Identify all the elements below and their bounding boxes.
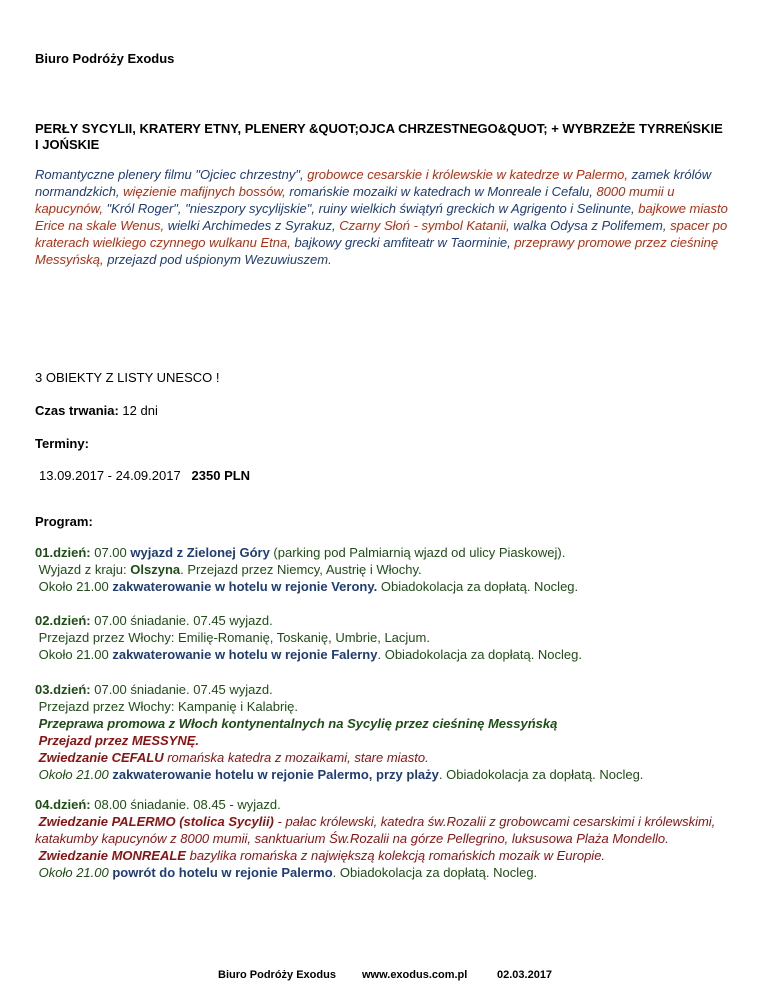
day-1-label: 01.dzień: [35, 545, 91, 560]
intro-fragment: Romantyczne plenery filmu "Ojciec chrzestny", [35, 167, 308, 182]
intro-fragment: ruiny wielkich świątyń greckich w Agrigento i Selinunte, [318, 201, 639, 216]
day-2-label: 02.dzień: [35, 613, 91, 628]
intro-fragment: przeprawy promowe przez cieśninę Messyńską, [35, 235, 719, 267]
day-4-line4-post: . Obiadokolacja za dopłatą. Nocleg. [332, 865, 538, 880]
intro-fragment: przejazd pod uśpionym Wezuwiuszem. [107, 252, 332, 267]
terms-row [39, 468, 250, 483]
intro-fragment: walka Odysa z Polifemem, [513, 218, 671, 233]
day-1-line2-post: . Przejazd przez Niemcy, Austrię i Włochy. [180, 562, 422, 577]
day-4-line1: 08.00 śniadanie. 08.45 - wyjazd. [90, 797, 281, 812]
trip-title: PERŁY SYCYLII, KRATERY ETNY, PLENERY &QUOT;OJCA CHRZESTNEGO&QUOT; + WYBRZEŻE TYRREŃSKIE I JOŃSKIE [35, 121, 723, 152]
day-4-label: 04.dzień: [35, 797, 91, 812]
unesco-note: 3 OBIEKTY Z LISTY UNESCO ! [35, 370, 220, 385]
day-3-line6-pre: Około 21.00 [38, 767, 113, 782]
intro-fragment: grobowce cesarskie i królewskie w katedrze w Palermo, [307, 167, 632, 182]
day-1-line3-pre: Około 21.00 [38, 579, 113, 594]
day-3-cefalu: Zwiedzanie CEFALU [38, 750, 164, 765]
day-1-hotel: zakwaterowanie w hotelu w rejonie Verony. [112, 579, 378, 594]
intro-fragment: wielki Archimedes z Syrakuz, [167, 218, 340, 233]
duration [35, 403, 158, 418]
day-4-monreale: Zwiedzanie MONREALE [38, 848, 186, 863]
intro-fragment: 8000 mumii u kapucynów, [35, 184, 675, 216]
day-1 [35, 544, 735, 595]
footer-date: 02.03.2017 [497, 969, 553, 981]
day-3-cefalu-desc: romańska katedra z mozaikami, stare miasto. [163, 750, 429, 765]
trip-intro [35, 166, 735, 268]
intro-fragment: Czarny Słoń - symbol Katanii, [339, 218, 514, 233]
intro-fragment: więzienie mafijnych bossów, [123, 184, 290, 199]
intro-fragment: zamek królów normandzkich, [35, 167, 712, 199]
day-4-line4-pre: Około 21.00 [38, 865, 113, 880]
day-1-line3-post: Obiadokolacja za dopłatą. Nocleg. [377, 579, 579, 594]
footer-url[interactable]: www.exodus.com.pl [362, 969, 468, 981]
terms-dates: 13.09.2017 - 24.09.2017 [39, 468, 181, 483]
day-4-palermo-desc: - pałac królewski, katedra św.Rozalii z grobowcami cesarskimi i królewskimi, katakumby kapucynów z 8000 mumii, sanktuarium Św.Rozalii na górze Pellegrino, luksusowa Plaża Mondello. [35, 814, 716, 846]
terms-heading: Terminy: [35, 436, 89, 451]
day-2 [35, 612, 735, 663]
day-2-hotel: zakwaterowanie w hotelu w rejonie Falerny [112, 647, 378, 662]
day-3-line2: Przejazd przez Włochy: Kampanię i Kalabrię. [38, 699, 299, 714]
day-3-label: 03.dzień: [35, 682, 91, 697]
intro-fragment: spacer po kraterach wielkiego czynnego wulkanu Etna, [35, 218, 728, 250]
day-3-line1: 07.00 śniadanie. 07.45 wyjazd. [90, 682, 273, 697]
day-3-messina: Przejazd przez MESSYNĘ. [38, 733, 200, 748]
intro-fragment: bajkowy grecki amfiteatr w Taorminie, [294, 235, 515, 250]
agency-name: Biuro Podróży Exodus [35, 51, 175, 66]
day-4-palermo: Zwiedzanie PALERMO (stolica Sycylii) [38, 814, 274, 829]
day-3 [35, 681, 735, 783]
intro-fragment: "Król Roger", "nieszpory sycylijskie", [106, 201, 319, 216]
day-3-line6-post: . Obiadokolacja za dopłatą. Nocleg. [438, 767, 644, 782]
day-3-ferry: Przeprawa promowa z Włoch kontynentalnych na Sycylię przez cieśninę Messyńską [38, 716, 558, 731]
day-2-line3-pre: Około 21.00 [38, 647, 113, 662]
day-2-line2: Przejazd przez Włochy: Emilię-Romanię, Toskanię, Umbrie, Lacjum. [38, 630, 430, 645]
duration-label: Czas trwania: [35, 403, 119, 418]
day-4-hotel: powrót do hotelu w rejonie Palermo [112, 865, 333, 880]
program-heading: Program: [35, 514, 93, 529]
day-1-depart: wyjazd z Zielonej Góry [130, 545, 270, 560]
duration-value: 12 dni [118, 403, 158, 418]
day-1-line2-city: Olszyna [130, 562, 181, 577]
day-2-line1: 07.00 śniadanie. 07.45 wyjazd. [90, 613, 273, 628]
day-2-line3-post: . Obiadokolacja za dopłatą. Nocleg. [377, 647, 582, 662]
day-1-depart-note: (parking pod Palmiarnią wjazd od ulicy Piaskowej). [269, 545, 566, 560]
intro-fragment: bajkowe miasto Erice na skale Wenus, [35, 201, 728, 233]
day-3-hotel: zakwaterowanie hotelu w rejonie Palermo, przy plaży [112, 767, 439, 782]
day-4 [35, 796, 735, 881]
footer-agency: Biuro Podróży Exodus [218, 969, 336, 981]
terms-price: 2350 PLN [191, 468, 251, 483]
day-4-monreale-desc: bazylika romańska z największą kolekcją romańskich mozaik w Europie. [185, 848, 606, 863]
intro-fragment: romańskie mozaiki w katedrach w Monreale i Cefalu, [289, 184, 597, 199]
day-1-line2-pre: Wyjazd z kraju: [38, 562, 131, 577]
day-1-time: 07.00 [90, 545, 131, 560]
